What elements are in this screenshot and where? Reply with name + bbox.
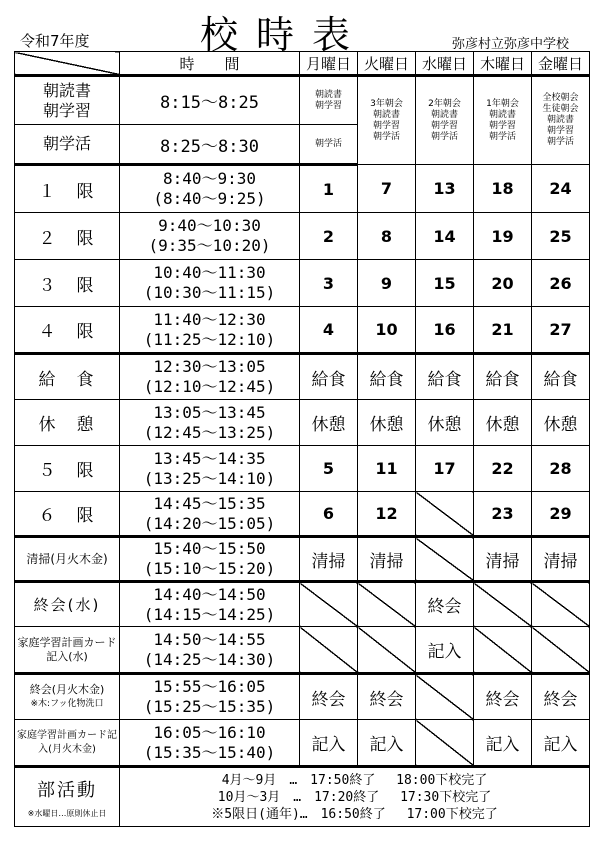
schedule-cell: 26: [532, 260, 590, 307]
schedule-cell: 休憩: [300, 400, 358, 446]
morning-item: 朝学習: [372, 120, 400, 131]
time-main: 16:05〜16:10: [153, 722, 266, 742]
time-alt: (9:35〜10:20): [148, 236, 271, 255]
period-label: 家庭学習計画カード記入(月火木金): [15, 720, 120, 767]
schedule-cell: 24: [532, 165, 590, 213]
empty-slash-cell: [416, 537, 474, 582]
morning-item: 朝学習: [430, 120, 458, 131]
schedule-cell: 終会: [474, 674, 532, 720]
period-label: ６ 限: [15, 492, 120, 537]
club-line: ※5限日(通年)… 16:50終了 17:00下校完了: [211, 806, 498, 822]
period-row: [15, 582, 590, 627]
schedule-cell: 記入: [474, 720, 532, 767]
schedule-cell: 21: [474, 307, 532, 354]
label-morning-reading: 朝読書: [42, 80, 91, 100]
schedule-cell: 19: [474, 213, 532, 260]
schedule-cell: 14: [416, 213, 474, 260]
schedule-cell: 2: [300, 213, 358, 260]
fri-morning: [532, 76, 590, 165]
schedule-cell: 1: [300, 165, 358, 213]
time-main: 9:40〜10:30: [158, 216, 261, 235]
schedule-cell: 4: [300, 307, 358, 354]
schedule-cell: 給食: [358, 354, 416, 400]
schedule-cell: 終会: [358, 674, 416, 720]
schedule-cell: 6: [300, 492, 358, 537]
period-row: [15, 165, 590, 213]
time-alt: (14:15〜14:25): [143, 604, 276, 624]
morning-item: 1年朝会: [486, 98, 519, 109]
time-main: 15:55〜16:05: [153, 677, 266, 696]
empty-slash-cell: [474, 627, 532, 674]
schedule-cell: 7: [358, 165, 416, 213]
club-label: [15, 767, 120, 827]
period-row: [15, 260, 590, 307]
schedule-cell: 記入: [358, 720, 416, 767]
morning-item: 朝学習: [488, 120, 516, 131]
morning-item: 朝読書: [546, 115, 574, 125]
schedule-cell: 休憩: [474, 400, 532, 446]
period-row: [15, 354, 590, 400]
schedule-cell: 22: [474, 446, 532, 492]
day-header: 水曜日: [416, 52, 474, 76]
time-cell: [120, 674, 300, 720]
club-title: 部活動: [37, 779, 97, 801]
time-alt: (12:45〜13:25): [143, 422, 276, 442]
empty-slash-cell: [532, 627, 590, 674]
schedule-cell: 給食: [416, 354, 474, 400]
header-row: [15, 52, 590, 76]
time-main: 14:45〜15:35: [153, 493, 266, 513]
schedule-cell: 終会: [300, 674, 358, 720]
time-cell: [120, 627, 300, 674]
period-label: 清掃(月火木金): [15, 537, 120, 582]
time-cell: 8:25〜8:30: [120, 125, 300, 165]
time-main: 13:45〜14:35: [153, 448, 266, 468]
mon-morning-top: [300, 76, 358, 125]
schedule-cell: 8: [358, 213, 416, 260]
schedule-cell: 清掃: [358, 537, 416, 582]
schedule-cell: 3: [300, 260, 358, 307]
time-main: 14:50〜14:55: [153, 629, 266, 649]
club-line: 10月〜3月 … 17:20終了 17:30下校完了: [217, 789, 492, 805]
morning-row-1: [15, 76, 590, 125]
period-row: [15, 307, 590, 354]
morning-item: 朝学活: [430, 131, 458, 142]
period-label: ４ 限: [15, 307, 120, 354]
time-alt: (11:25〜12:10): [143, 329, 276, 349]
mon-morning-bottom: 朝学活: [300, 125, 358, 165]
time-cell: [120, 492, 300, 537]
period-label: 家庭学習計画カード記入(水): [15, 627, 120, 674]
time-cell: [120, 307, 300, 354]
schedule-cell: 18: [474, 165, 532, 213]
morning-item: 朝読書: [430, 109, 458, 120]
time-main: 10:40〜11:30: [153, 263, 266, 282]
corner-cell: [15, 52, 120, 76]
schedule-cell: 12: [358, 492, 416, 537]
period-label: 給 食: [15, 354, 120, 400]
empty-slash-cell: [358, 582, 416, 627]
wed-morning: [416, 76, 474, 165]
schedule-cell: 27: [532, 307, 590, 354]
morning-item: 全校朝会: [542, 93, 579, 103]
label-note: ※木:フッ化物洗口: [30, 699, 104, 709]
morning-item: 朝学活: [488, 131, 516, 142]
period-row: [15, 627, 590, 674]
schedule-cell: 20: [474, 260, 532, 307]
morning-item: 生徒朝会: [542, 104, 579, 114]
morning-item: 2年朝会: [428, 98, 461, 109]
schedule-cell: 25: [532, 213, 590, 260]
empty-slash-cell: [532, 582, 590, 627]
time-alt: (8:40〜9:25): [153, 189, 266, 208]
time-main: 15:40〜15:50: [153, 539, 266, 558]
schedule-cell: 16: [416, 307, 474, 354]
tue-morning: [358, 76, 416, 165]
schedule-cell: 13: [416, 165, 474, 213]
schedule-cell: 29: [532, 492, 590, 537]
label-morning-homeroom: 朝学活: [15, 125, 120, 165]
time-header: 時 間: [120, 52, 300, 76]
schedule-cell: 15: [416, 260, 474, 307]
club-note: ※水曜日…原則休止日: [27, 808, 107, 818]
schedule-cell: 記入: [532, 720, 590, 767]
schedule-cell: 17: [416, 446, 474, 492]
period-row: [15, 446, 590, 492]
day-header: 月曜日: [300, 52, 358, 76]
empty-slash-cell: [474, 582, 532, 627]
period-label: 休 憩: [15, 400, 120, 446]
time-alt: (15:35〜15:40): [143, 742, 276, 762]
time-alt: (14:20〜15:05): [143, 513, 276, 533]
label-morning-study: 朝学習: [42, 100, 91, 120]
schedule-cell: 給食: [300, 354, 358, 400]
empty-slash-cell: [358, 627, 416, 674]
morning-item: 朝学活: [546, 137, 574, 147]
period-label: １ 限: [15, 165, 120, 213]
empty-slash-cell: [300, 582, 358, 627]
day-header: 金曜日: [532, 52, 590, 76]
schedule-cell: 11: [358, 446, 416, 492]
schedule-cell: 清掃: [474, 537, 532, 582]
schedule-cell: 清掃: [300, 537, 358, 582]
schedule-cell: 5: [300, 446, 358, 492]
time-main: 8:40〜9:30: [162, 169, 257, 188]
schedule-cell: 休憩: [416, 400, 474, 446]
period-label: ３ 限: [15, 260, 120, 307]
time-cell: [120, 165, 300, 213]
club-line: 4月〜9月 … 17:50終了 18:00下校完了: [221, 772, 488, 788]
morning-item: 朝学習: [546, 126, 574, 136]
time-alt: (12:10〜12:45): [143, 377, 276, 396]
schedule-cell: 休憩: [358, 400, 416, 446]
page-title: 校時表: [200, 13, 369, 57]
empty-slash-cell: [416, 674, 474, 720]
mon-morning-item: 朝学習: [314, 100, 342, 111]
empty-slash-cell: [416, 720, 474, 767]
schedule-cell: 記入: [300, 720, 358, 767]
schedule-cell: 23: [474, 492, 532, 537]
time-main: 14:40〜14:50: [153, 584, 266, 604]
time-cell: [120, 213, 300, 260]
period-row: [15, 674, 590, 720]
schedule-cell: 終会: [416, 582, 474, 627]
time-cell: 8:15〜8:25: [120, 76, 300, 125]
time-alt: (10:30〜11:15): [143, 283, 276, 302]
day-header: 火曜日: [358, 52, 416, 76]
time-cell: [120, 260, 300, 307]
schedule-cell: 9: [358, 260, 416, 307]
time-cell: [120, 400, 300, 446]
morning-item: 朝読書: [488, 109, 516, 120]
empty-slash-cell: [416, 492, 474, 537]
time-main: 13:05〜13:45: [153, 402, 266, 422]
morning-item: 3年朝会: [370, 98, 403, 109]
period-row: [15, 400, 590, 446]
time-alt: (14:25〜14:30): [143, 649, 276, 669]
schedule-cell: 記入: [416, 627, 474, 674]
schedule-cell: 10: [358, 307, 416, 354]
period-row: [15, 492, 590, 537]
club-row: [15, 767, 590, 827]
schedule-cell: 終会: [532, 674, 590, 720]
period-label: ２ 限: [15, 213, 120, 260]
period-row: [15, 537, 590, 582]
time-cell: [120, 354, 300, 400]
schedule-cell: 28: [532, 446, 590, 492]
time-cell: [120, 582, 300, 627]
period-row: [15, 213, 590, 260]
thu-morning: [474, 76, 532, 165]
club-schedule: [120, 767, 590, 827]
morning-item: 朝学活: [372, 131, 400, 142]
morning-label-1: [15, 76, 120, 125]
schedule-cell: 給食: [474, 354, 532, 400]
time-alt: (15:25〜15:35): [143, 697, 276, 716]
empty-slash-cell: [300, 627, 358, 674]
period-row: [15, 720, 590, 767]
period-label: [15, 674, 120, 720]
day-header: 木曜日: [474, 52, 532, 76]
time-main: 11:40〜12:30: [153, 309, 266, 329]
time-cell: [120, 720, 300, 767]
mon-morning-item: 朝読書: [314, 89, 342, 100]
school-name: 弥彦村立弥彦中学校: [452, 37, 570, 52]
time-alt: (15:10〜15:20): [143, 559, 276, 578]
schedule-cell: 給食: [532, 354, 590, 400]
time-alt: (13:25〜14:10): [143, 468, 276, 488]
school-year: 令和7年度: [20, 32, 90, 50]
period-label: ５ 限: [15, 446, 120, 492]
timetable: [14, 51, 590, 827]
time-cell: [120, 537, 300, 582]
time-cell: [120, 446, 300, 492]
period-label: 終会(水): [15, 582, 120, 627]
label-text: 終会(月火木金): [29, 683, 105, 696]
schedule-cell: 休憩: [532, 400, 590, 446]
schedule-cell: 清掃: [532, 537, 590, 582]
morning-item: 朝読書: [372, 109, 400, 120]
time-main: 12:30〜13:05: [153, 357, 266, 376]
